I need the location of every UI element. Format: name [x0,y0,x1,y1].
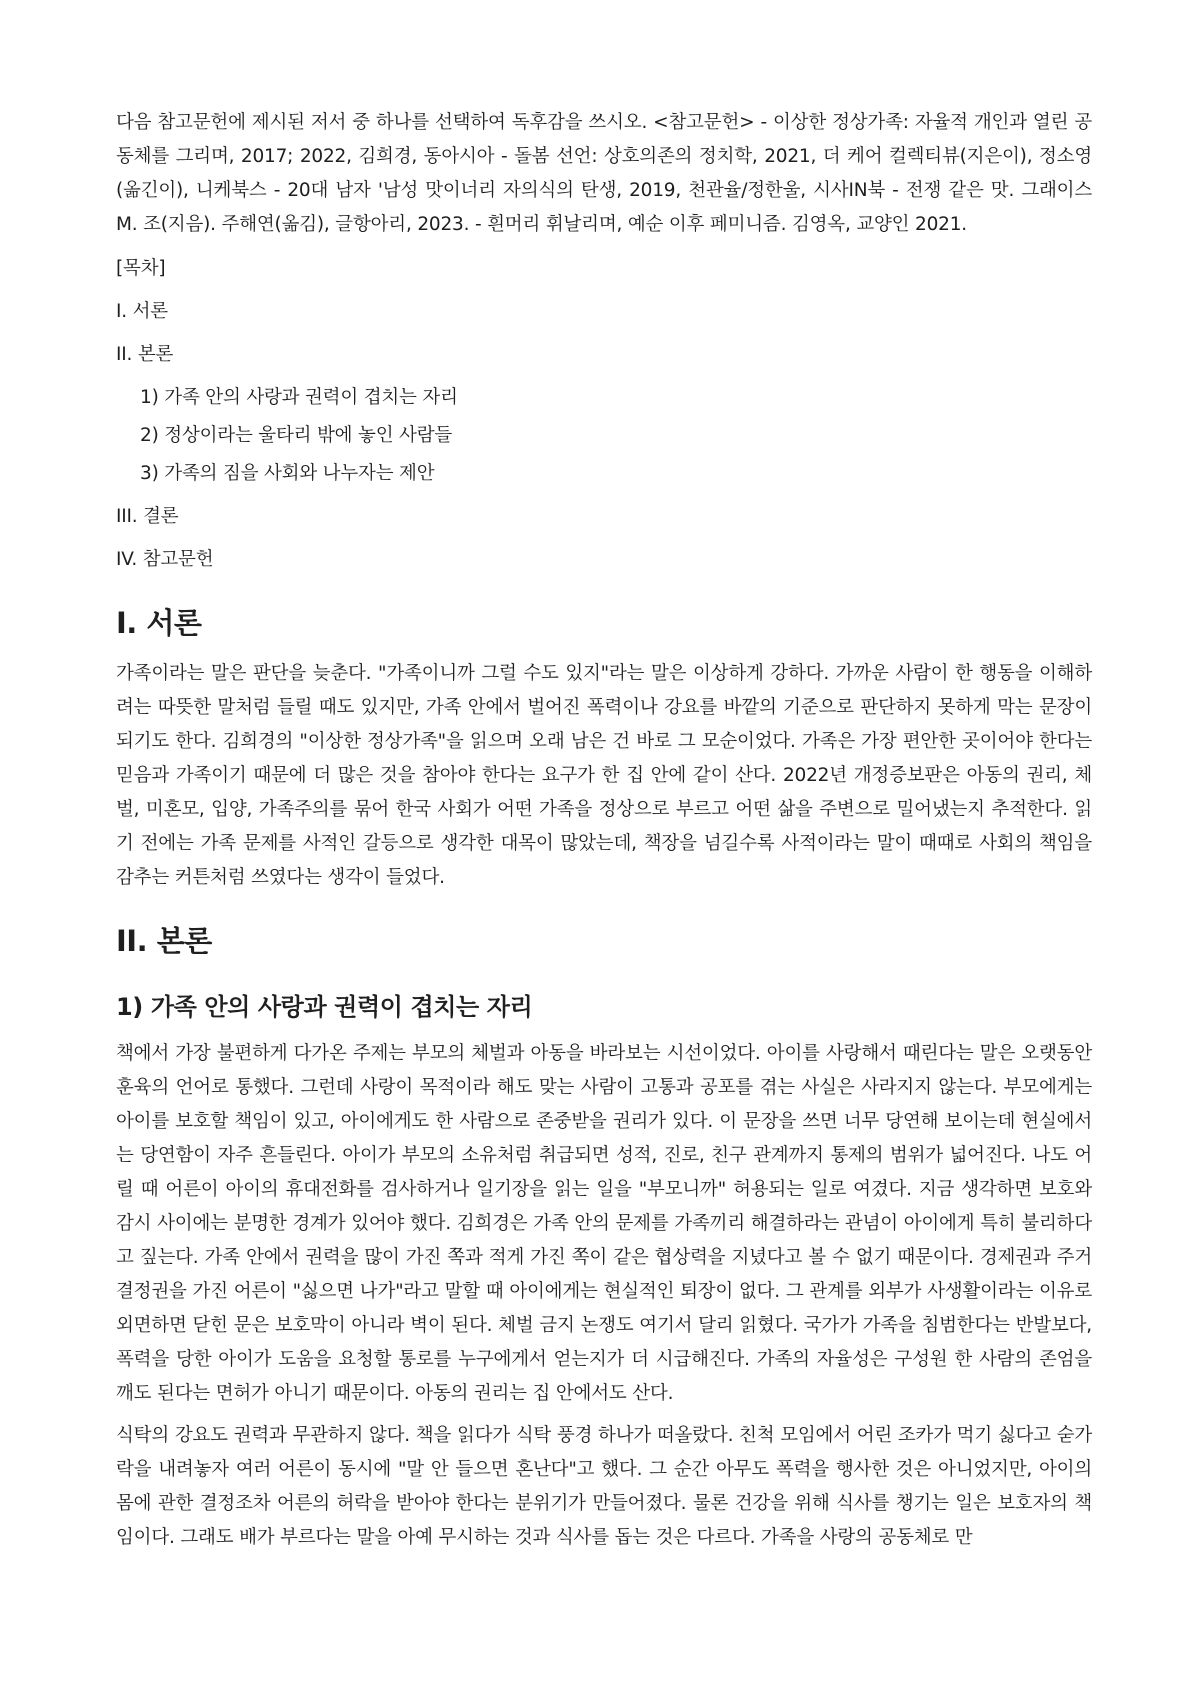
section-heading-intro: I. 서론 [116,606,202,640]
section-heading-body: II. 본론 [116,924,212,958]
body-paragraph-2: 식탁의 강요도 권력과 무관하지 않다. 책을 읽다가 식탁 풍경 하나가 떠올랐다. 친척 모임에서 어린 조카가 먹기 싫다고 숟가락을 내려놓자 여러 어른이 동시에 "말 안 들으면 혼난다"고 했다. 그 순간 아무도 폭력을 행사한 것은 아니었지만, 아이의 몸에 관한 결정조차 어른의 허락을 받아야 한다는 분위기가 만들어졌다. 물론 건강을 위해 식사를 챙기는 일은 보호자의 책임이다. 그래도 배가 부르다는 말을 아예 무시하는 것과 식사를 돕는 것은 다르다. 가족을 사랑의 공동체로 만 [116,1425,1092,1548]
table-of-contents [116,252,1092,577]
toc-subitem-2: 2) 정상이라는 울타리 밖에 놓인 사람들 [140,425,453,446]
toc-item-intro: I. 서론 [116,301,168,322]
body-paragraph-1: 책에서 가장 불편하게 다가온 주제는 부모의 체벌과 아동을 바라보는 시선이었다. 아이를 사랑해서 때린다는 말은 오랫동안 훈육의 언어로 통했다. 그런데 사랑이 목적이라 해도 맞는 사람이 고통과 공포를 겪는 사실은 사라지지 않는다. 부모에게는 아이를 보호할 책임이 있고, 아이에게도 한 사람으로 존중받을 권리가 있다. 이 문장을 쓰면 너무 당연해 보이는데 현실에서는 당연함이 자주 흔들린다. 아이가 부모의 소유처럼 취급되면 성적, 진로, 친구 관계까지 통제의 범위가 넓어진다. 나도 어릴 때 어른이 아이의 휴대전화를 검사하거나 일기장을 읽는 일을 "부모니까" 허용되는 일로 여겼다. 지금 생각하면 보호와 감시 사이에는 분명한 경계가 있어야 했다. 김희경은 가족 안의 문제를 가족끼리 해결하라는 관념이 아이에게 특히 불리하다고 짚는다. 가족 안에서 권력을 많이 가진 쪽과 적게 가진 쪽이 같은 협상력을 지녔다고 볼 수 없기 때문이다. 경제권과 주거 결정권을 가진 어른이 "싫으면 나가"라고 말할 때 아이에게는 현실적인 퇴장이 없다. 그 관계를 외부가 사생활이라는 이유로 외면하면 닫힌 문은 보호막이 아니라 벽이 된다. 체벌 금지 논쟁도 여기서 달리 읽혔다. 국가가 가족을 침범한다는 반발보다, 폭력을 당한 아이가 도움을 요청할 통로를 누구에게서 얻는지가 더 시급해진다. 가족의 자율성은 구성원 한 사람의 존엄을 깨도 된다는 면허가 아니기 때문이다. 아동의 권리는 집 안에서도 산다. [116,1043,1092,1404]
assignment-prompt: 다음 참고문헌에 제시된 저서 중 하나를 선택하여 독후감을 쓰시오. <참고문헌> - 이상한 정상가족: 자율적 개인과 열린 공동체를 그리며, 2017; 2022, 김희경, 동아시아 - 돌봄 선언: 상호의존의 정치학, 2021, 더 케어 컬렉티뷰(지은이), 정소영(옮긴이), 니케북스 - 20대 남자 '남성 맛이너리 자의식의 탄생, 2019, 천관율/정한울, 시사IN북 - 전쟁 같은 맛. 그래이스 M. 조(지음). 주해연(옮김), 글항아리, 2023. - 흰머리 휘날리며, 예순 이후 페미니즘. 김영옥, 교양인 2021. [116,112,1092,235]
intro-paragraph: 가족이라는 말은 판단을 늦춘다. "가족이니까 그럴 수도 있지"라는 말은 이상하게 강하다. 가까운 사람이 한 행동을 이해하려는 따뜻한 말처럼 들릴 때도 있지만, 가족 안에서 벌어진 폭력이나 강요를 바깥의 기준으로 판단하지 못하게 막는 문장이 되기도 한다. 김희경의 "이상한 정상가족"을 읽으며 오래 남은 건 바로 그 모순이었다. 가족은 가장 편안한 곳이어야 한다는 믿음과 가족이기 때문에 더 많은 것을 참아야 한다는 요구가 한 집 안에 같이 산다. 2022년 개정증보판은 아동의 권리, 체벌, 미혼모, 입양, 가족주의를 묶어 한국 사회가 어떤 가족을 정상으로 부르고 어떤 삶을 주변으로 밀어냈는지 추적한다. 읽기 전에는 가족 문제를 사적인 갈등으로 생각한 대목이 많았는데, 책장을 넘길수록 사적이라는 말이 때때로 사회의 책임을 감추는 커튼처럼 쓰였다는 생각이 들었다. [116,663,1092,888]
toc-subitem-1: 1) 가족 안의 사랑과 권력이 겹치는 자리 [140,387,458,408]
toc-title: [목차] [116,258,166,279]
toc-item-references: IV. 참고문헌 [116,549,214,570]
toc-list [116,295,1092,577]
subsection-heading-1: 1) 가족 안의 사랑과 권력이 겹치는 자리 [116,993,533,1021]
document-page [116,106,1092,1563]
toc-item-body: II. 본론 [116,344,174,365]
toc-item-conclusion: III. 결론 [116,506,179,527]
toc-subitem-3: 3) 가족의 짐을 사회와 나누자는 제안 [140,463,435,484]
